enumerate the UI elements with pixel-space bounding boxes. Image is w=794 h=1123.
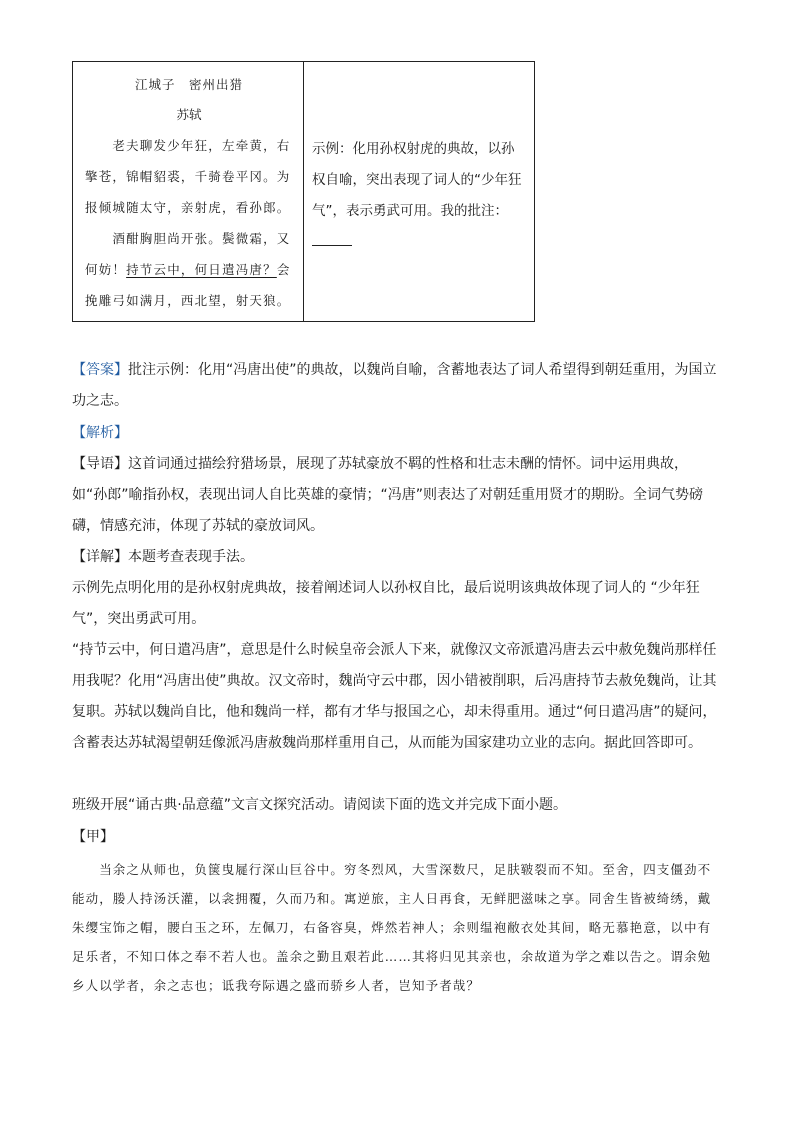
detail-tag: 【详解】 [72, 549, 128, 565]
guide-tag: 【导语】 [72, 456, 128, 472]
annotation-example: 示例：化用孙权射虎的典故，以孙权自喻，突出表现了词人的“少年狂气”，表示勇武可用。我的批注： [312, 141, 522, 219]
poem-title: 江城子 密州出猎 [134, 77, 243, 92]
poem-line: 酒酣胸胆尚开张。鬓微霜，又 [85, 231, 291, 246]
poem-annotation-table [72, 61, 535, 322]
guide-paragraph [72, 449, 722, 542]
detail-p2: “持节云中，何日遣冯唐”，意思是什么时候皇帝会派人下来，就像汉文帝派遣冯唐去云中赦免魏尚那样任用我呢？化用“冯唐出使”典故。汉文帝时，魏尚守云中郡，因小错被削职，后冯唐持节去赦免魏尚，让其复职。苏轼以魏尚自比，他和魏尚一样，都有才华与报国之心，却未得重用。通过“何日遣冯唐”的疑问，含蓄表达苏轼渴望朝廷像派冯唐赦魏尚那样重用自己，从而能为国家建功立业的志向。据此回答即可。 [72, 642, 717, 751]
poem-line-end: 会 [276, 262, 291, 277]
poem-author: 苏轼 [176, 107, 202, 122]
answer-paragraph [72, 355, 722, 417]
poem-line-start: 何妨！ [85, 262, 127, 277]
poem-line: 擎苍，锦帽貂裘，千骑卷平冈。为 [85, 169, 291, 184]
jia-passage: 当余之从师也，负箧曳屣行深山巨谷中。穷冬烈风，大雪深数尺，足肤皲裂而不知。至舍，四支僵劲不能动，媵人持汤沃灌，以衾拥覆，久而乃和。寓逆旅，主人日再食，无鲜肥滋味之享。同舍生皆被绮绣，戴朱缨宝饰之帽，腰白玉之环，左佩刀，右备容臭，烨然若神人；余则缊袍敝衣处其间，略无慕艳意，以中有足乐者，不知口体之奉不若人也。盖余之勤且艰若此……其将归见其亲也，余故道为学之难以告之。谓余勉乡人以学者，余之志也；诋我夸际遇之盛而骄乡人者，岂知予者哉？ [72, 862, 712, 993]
answer-tag: 【答案】 [72, 362, 128, 378]
detail-text: 本题考查表现手法。 [128, 549, 254, 565]
answer-text: 批注示例：化用“冯唐出使”的典故，以魏尚自喻，含蓄地表达了词人希望得到朝廷重用，为国立功之志。 [72, 362, 717, 409]
detail-p1: 示例先点明化用的是孙权射虎典故，接着阐述词人以孙权自比，最后说明该典故体现了词人的 “少年狂气”，突出勇武可用。 [72, 580, 700, 627]
poem-line: 报倾城随太守，亲射虎，看孙郎。 [85, 200, 291, 215]
jia-heading: 【甲】 [72, 829, 114, 845]
underlined-verse: 持节云中，何日遣冯唐？ [126, 262, 277, 277]
annotation-cell [304, 62, 534, 321]
poem-line: 挽雕弓如满月，西北望，射天狼。 [85, 293, 291, 308]
analysis-tag: 【解析】 [72, 425, 128, 441]
analysis-heading [72, 418, 722, 449]
activity-intro: 班级开展“诵古典·品意蕴”文言文探究活动。请阅读下面的选文并完成下面小题。 [72, 797, 567, 813]
annotation-blank [312, 231, 352, 246]
detail-paragraph [72, 542, 722, 573]
poem-line [85, 254, 293, 285]
poem-line: 老夫聊发少年狂，左牵黄，右 [85, 138, 291, 153]
poem-cell [73, 62, 304, 321]
guide-text: 这首词通过描绘狩猎场景，展现了苏轼豪放不羁的性格和壮志未酬的情怀。词中运用典故，如“孙郎”喻指孙权，表现出词人自比英雄的豪情；“冯唐”则表达了对朝廷重用贤才的期盼。全词气势磅礴，情感充沛，体现了苏轼的豪放词风。 [72, 456, 704, 534]
